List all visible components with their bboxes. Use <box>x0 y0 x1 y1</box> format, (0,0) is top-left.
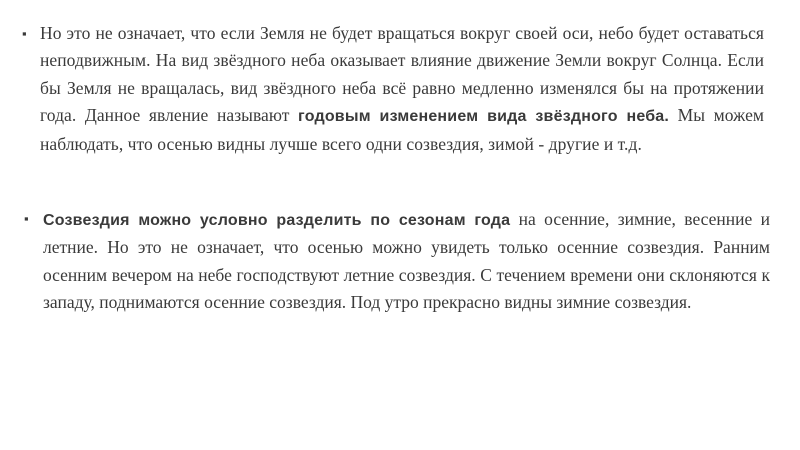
bold-term: Созвездия можно условно разделить по сезонам года <box>43 212 511 229</box>
paragraph-text: Но это не означает, что если Земля не будет вращаться вокруг своей оси, небо будет оставаться неподвижным. На вид звёздного неба оказывает влияние движение Земли вокруг Солнца. Если бы Земля не вращалась, вид звёздного неба всё равно медленно изменялся бы на протяжении года. Данное явление называют <box>40 23 764 126</box>
paragraph-text: на осенние, зимние, весенние и летние. Но это не означает, что осенью можно увидеть только осенние созвездия. Ранним осенним вечером на небе господствуют летние созвездия. С течением времени они склоняются к западу, поднимаются осенние созвездия. Под утро прекрасно видны зимние созвездия. <box>43 209 771 313</box>
bullet-marker: ▪ <box>22 26 27 41</box>
bold-term: годовым изменением вида звёздного неба. <box>298 108 670 126</box>
bullet-marker: ▪ <box>24 211 29 226</box>
paragraph-text: Мы можем наблюдать, что осенью видны лучше всего одни созвездия, зимой - другие и т.д. <box>40 105 765 154</box>
bullet-paragraph <box>40 20 764 158</box>
bullet-paragraph <box>43 206 770 317</box>
